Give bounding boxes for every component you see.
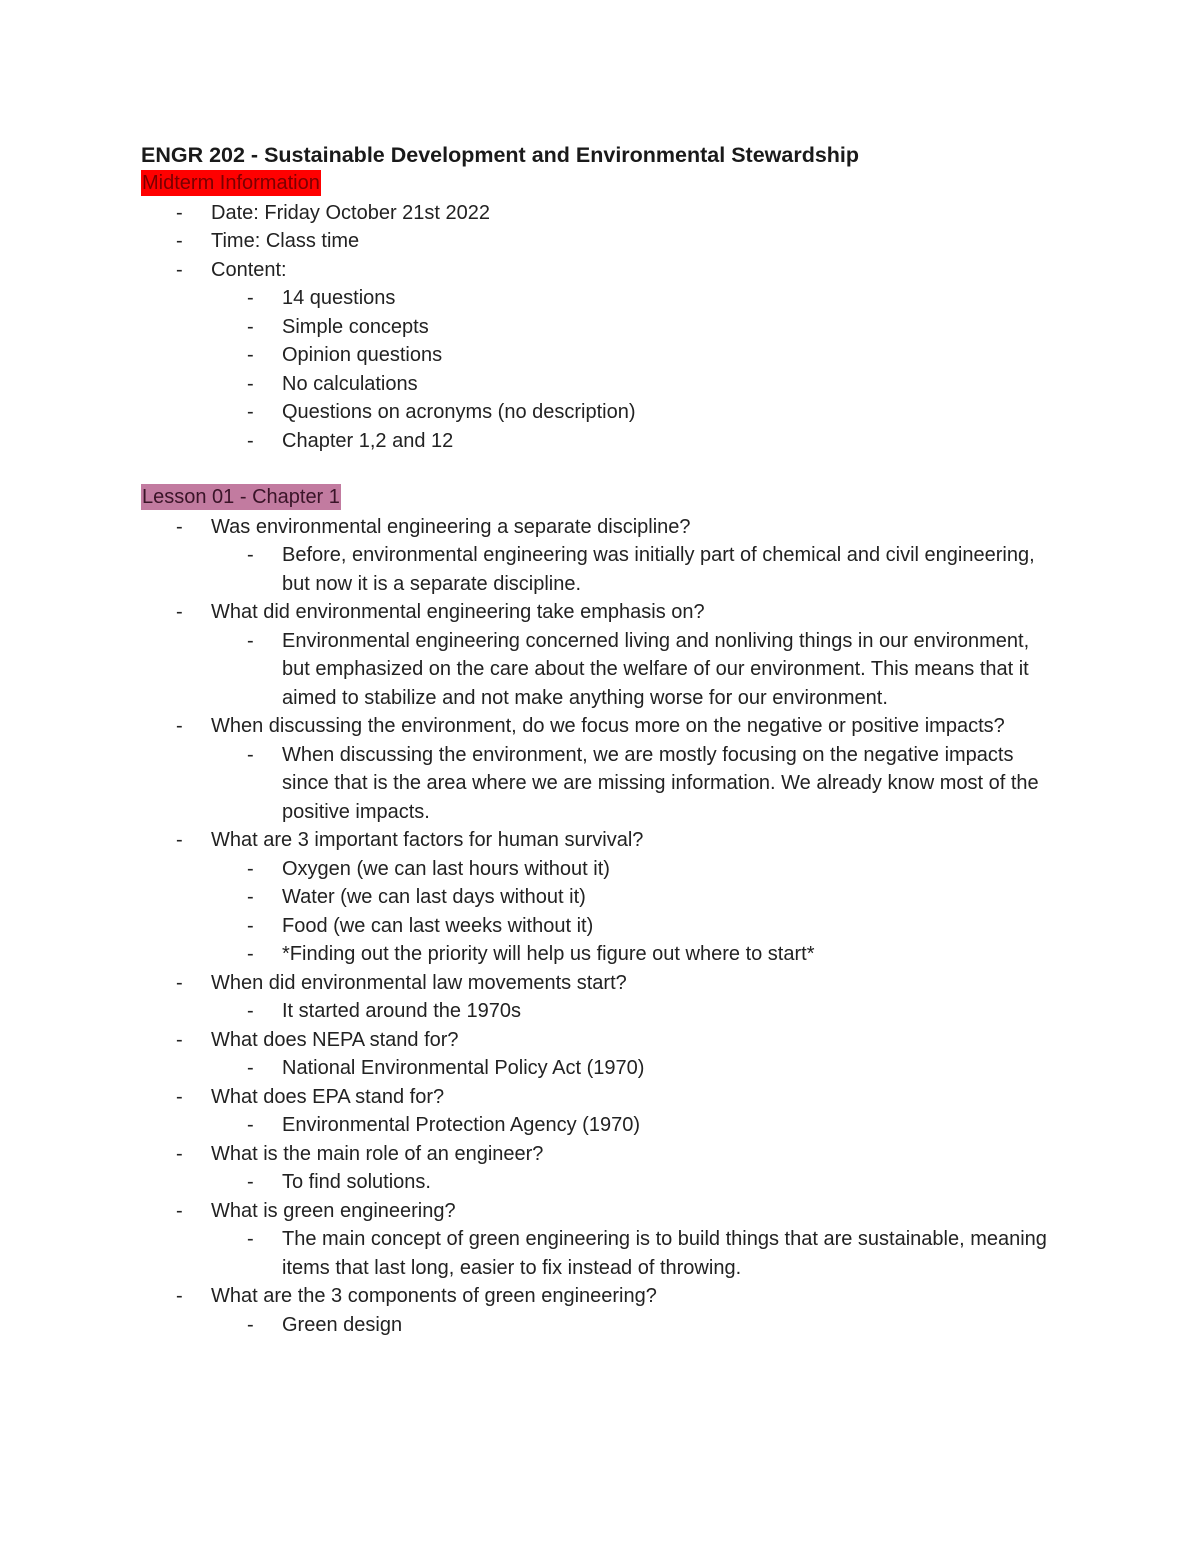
bullet-dash: -: [247, 943, 254, 965]
question-item: [141, 513, 1061, 599]
bullet-dash: -: [247, 315, 254, 338]
answer-text: National Environmental Policy Act (1970): [282, 1057, 645, 1079]
bullet-dash: -: [247, 914, 254, 937]
midterm-content-label: Content:: [211, 258, 287, 281]
answer-text: Environmental engineering concerned living and nonliving things in our environment, but emphasized on the care about the welfare of our environment. This means that it aimed to stabilize and not make anything worse for our environment.: [282, 629, 1030, 709]
lesson-section-heading-row: [141, 484, 1061, 513]
question-text: What does EPA stand for?: [211, 1085, 445, 1108]
bullet-dash: -: [176, 258, 183, 281]
list-item: [141, 284, 1061, 313]
answer-text: The main concept of green engineering is to build things that are sustainable, meaning items that last long, easier to fix instead of throwing.: [282, 1228, 1047, 1279]
bullet-dash: -: [176, 1142, 183, 1165]
list-item: [141, 199, 1061, 228]
question-text: When did environmental law movements start?: [211, 971, 627, 994]
bullet-dash: -: [176, 829, 183, 851]
question-item: [141, 712, 1061, 826]
bullet-dash: -: [247, 372, 254, 395]
bullet-dash: -: [247, 1000, 254, 1022]
lesson-question-list: [141, 513, 1061, 1340]
answer-text: Food (we can last weeks without it): [282, 914, 594, 937]
bullet-dash: -: [176, 601, 183, 623]
bullet-dash: -: [176, 515, 183, 538]
bullet-dash: -: [247, 344, 254, 366]
answer-item: [141, 627, 1061, 713]
bullet-dash: -: [247, 1228, 254, 1250]
bullet-dash: -: [176, 971, 183, 994]
answer-item: [141, 912, 1061, 941]
content-item: Opinion questions: [282, 344, 443, 366]
list-item: [141, 370, 1061, 399]
question-item: [141, 1083, 1061, 1140]
answer-text: Water (we can last days without it): [282, 886, 586, 908]
content-item: Chapter 1,2 and 12: [282, 429, 454, 452]
answer-text: Oxygen (we can last hours without it): [282, 857, 610, 880]
question-item: [141, 1140, 1061, 1197]
midterm-heading: Midterm Information: [142, 172, 320, 194]
answer-list: [141, 541, 1061, 598]
answer-text: It started around the 1970s: [282, 1000, 522, 1022]
answer-text: *Finding out the priority will help us figure out where to start*: [282, 943, 815, 965]
answer-item: [141, 883, 1061, 912]
bullet-dash: -: [176, 1199, 183, 1222]
answer-item: [141, 1311, 1061, 1340]
bullet-dash: -: [247, 1313, 254, 1336]
answer-list: [141, 1111, 1061, 1140]
lesson-01-heading: Lesson 01 - Chapter 1: [142, 486, 340, 508]
bullet-dash: -: [247, 743, 254, 766]
bullet-dash: -: [176, 1285, 183, 1307]
bullet-dash: -: [247, 1171, 254, 1193]
list-item: [141, 313, 1061, 342]
answer-list: [141, 627, 1061, 713]
bullet-dash: -: [247, 287, 254, 309]
list-item: [141, 341, 1061, 370]
answer-item: [141, 741, 1061, 827]
midterm-time: Time: Class time: [211, 230, 360, 252]
answer-list: [141, 855, 1061, 969]
list-item: [141, 398, 1061, 427]
document-title: ENGR 202 - Sustainable Development and Environmental Stewardship: [141, 143, 860, 167]
question-item: [141, 598, 1061, 712]
answer-text: Green design: [282, 1313, 403, 1336]
bullet-dash: -: [247, 886, 254, 908]
bullet-dash: -: [247, 1057, 254, 1079]
list-item: [141, 427, 1061, 456]
answer-text: To find solutions.: [282, 1171, 431, 1193]
midterm-list: [141, 199, 1061, 456]
answer-list: [141, 741, 1061, 827]
bullet-dash: -: [176, 1085, 183, 1108]
bullet-dash: -: [176, 230, 183, 252]
midterm-content-list: [141, 284, 1061, 455]
lesson-01-questions: [141, 513, 1061, 1340]
answer-item: [141, 997, 1061, 1026]
content-item: Questions on acronyms (no description): [282, 401, 636, 423]
answer-item: [141, 1168, 1061, 1197]
bullet-dash: -: [247, 629, 254, 652]
question-item: [141, 969, 1061, 1026]
question-text: What is green engineering?: [211, 1199, 456, 1222]
document-page: [141, 140, 1061, 1339]
midterm-section-heading-row: [141, 170, 1061, 199]
answer-list: [141, 1311, 1061, 1340]
midterm-date: Date: Friday October 21st 2022: [211, 201, 491, 224]
question-text: When discussing the environment, do we focus more on the negative or positive impacts?: [211, 715, 1005, 737]
answer-item: [141, 1111, 1061, 1140]
answer-item: [141, 940, 1061, 969]
content-item: Simple concepts: [282, 315, 429, 338]
section-spacer: [141, 455, 1061, 484]
bullet-dash: -: [176, 715, 183, 737]
question-text: Was environmental engineering a separate discipline?: [211, 515, 691, 538]
answer-item: [141, 1225, 1061, 1282]
answer-text: Environmental Protection Agency (1970): [282, 1114, 640, 1136]
question-item: [141, 1026, 1061, 1083]
content-item: No calculations: [282, 372, 418, 395]
question-text: What does NEPA stand for?: [211, 1028, 459, 1051]
question-item: [141, 1282, 1061, 1339]
bullet-dash: -: [247, 401, 254, 423]
answer-item: [141, 541, 1061, 598]
answer-list: [141, 1054, 1061, 1083]
answer-list: [141, 997, 1061, 1026]
question-item: [141, 826, 1061, 969]
answer-text: When discussing the environment, we are mostly focusing on the negative impacts since that is the area where we are missing information. We already know most of the positive impacts.: [282, 743, 1039, 823]
answer-item: [141, 1054, 1061, 1083]
question-text: What are 3 important factors for human survival?: [211, 829, 644, 851]
question-item: [141, 1197, 1061, 1283]
bullet-dash: -: [247, 429, 254, 452]
answer-list: [141, 1168, 1061, 1197]
list-item: [141, 256, 1061, 456]
bullet-dash: -: [247, 544, 254, 566]
answer-item: [141, 855, 1061, 884]
list-item: [141, 227, 1061, 256]
bullet-dash: -: [176, 201, 183, 224]
question-text: What did environmental engineering take emphasis on?: [211, 601, 705, 623]
answer-list: [141, 1225, 1061, 1282]
bullet-dash: -: [247, 857, 254, 880]
question-text: What is the main role of an engineer?: [211, 1142, 544, 1165]
bullet-dash: -: [176, 1028, 183, 1051]
bullet-dash: -: [247, 1114, 254, 1136]
content-item: 14 questions: [282, 287, 396, 309]
answer-text: Before, environmental engineering was initially part of chemical and civil engineering, but now it is a separate discipline.: [282, 544, 1035, 595]
question-text: What are the 3 components of green engineering?: [211, 1285, 657, 1307]
